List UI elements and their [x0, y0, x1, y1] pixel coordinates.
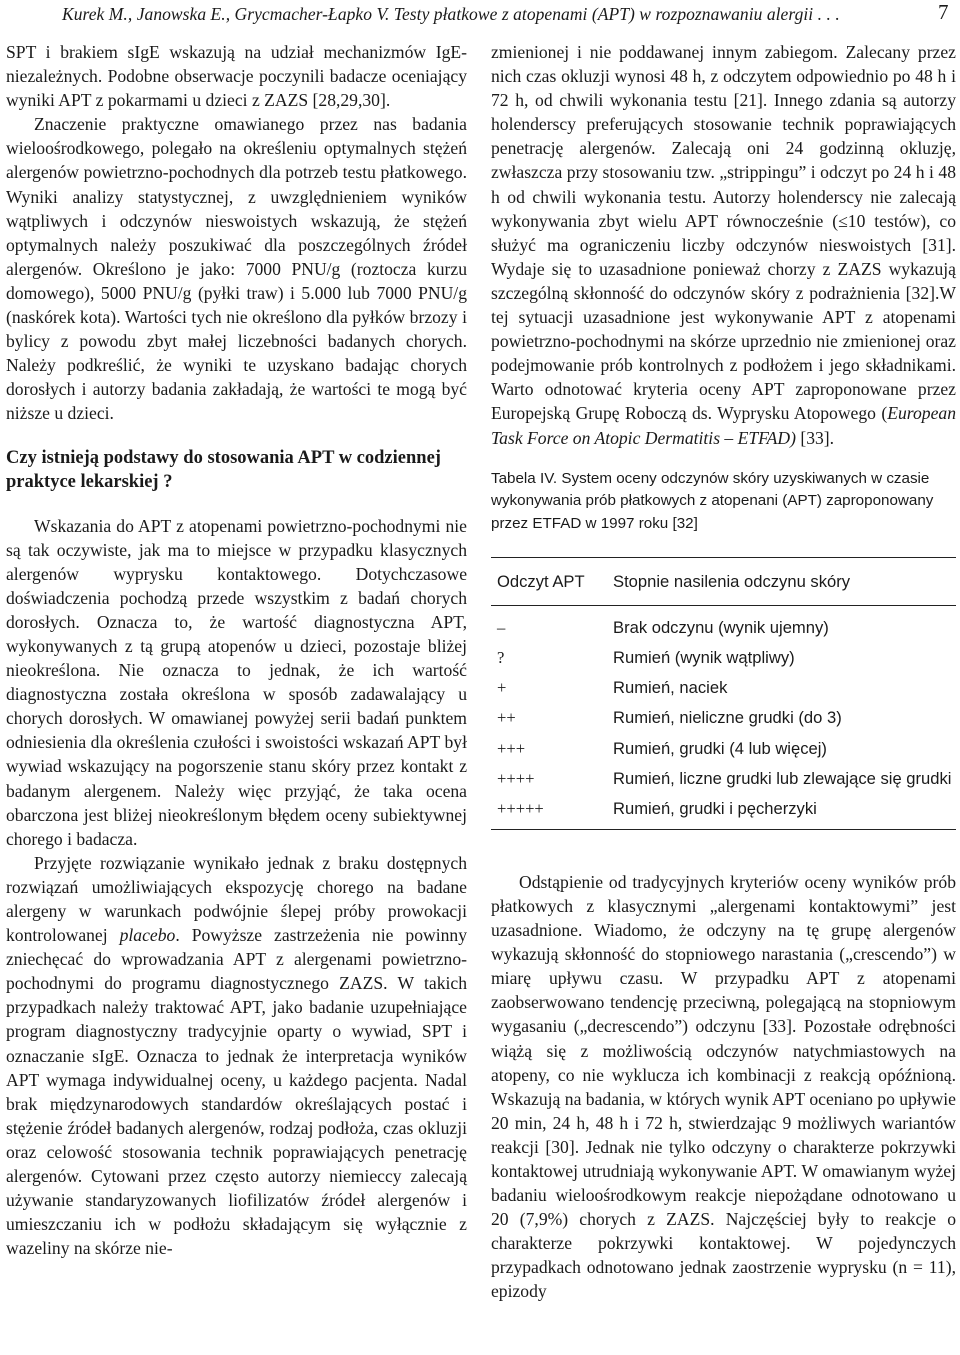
table-row	[491, 734, 956, 764]
table-header-row	[491, 558, 956, 606]
paragraph: Wskazania do APT z atopenami powietrzno-pochodnymi nie są tak oczywiste, jak ma to miejsce w przypadku klasycznych alergenów wyprysku kontaktowego. Dotychczasowe doświadczenia pochodzą przede wszystkim z badań chorych dorosłych. Oznacza to, że wartość diagnostyczna APT, wykonywanych z tą grupą atopenów u dzieci, pozostaje bliżej nieokreślona. Nie oznacza to jednak, że ich wartość diagnostyczna została określona w sposób zadawalający u chorych dorosłych. W omawianej powyżej serii badań punktem odniesienia dla określenia czułości i swoistości wskazań APT był wywiad wskazujący na pogorszenie stanu skóry przez kontakt z badanym alergenem. Należy więc przyjąć, że taka ocena obarczona jest bliżej nieokreślonym błędem oceny subiektywnej chorego i badacza.	[6, 515, 467, 849]
table-row	[491, 764, 956, 794]
page-number: 7	[938, 0, 949, 24]
reading-cell: +++	[497, 738, 526, 758]
reading-cell: –	[497, 618, 506, 638]
table-row	[491, 794, 956, 830]
italic-term: placebo	[119, 925, 176, 946]
left-column	[6, 40, 467, 1260]
column-header: Odczyt APT	[491, 558, 607, 606]
text-run: zmienionej i nie poddawanej innym zabiegom. Zalecany przez nich czas okluzji wynosi 48 h, z odczytem odpowiednio po 48 h i 72 h, od chwili wykonania testu [21]. Innego zdania są autorzy holenderscy preferujących stosowanie technik poprawiających penetrację alergenów. Zalecają oni 24 godzinną okluzję, zwłaszcza przy stosowaniu tzw. „strippingu” i odczyt po 24 h i 48 h od chwili wykonania testu. Autorzy holenderscy nie zalecają wykonywania zbyt wielu APT równocześnie (≤10 testów), co służyć ma ograniczeniu liczby odczynów nieswoistych [31]. Wydaje się to uzasadnione ponieważ chorzy z ZAZS wykazują szczególną skłonność do odczynów skóry z podrażnienia [32].W tej sytuacji uzasadnione jest wykonywanie APT z atopenami powietrzno-pochodnymi na skórze uprzednio nie zmienionej oraz podejmowanie prób kontrolnych z podłożem i jego składnikami. Warto odnotować kryteria oceny APT zaproponowane przez Europejską Grupę Roboczą ds. Wyprysku Atopowego (	[491, 42, 956, 424]
reading-cell: ++	[497, 708, 516, 728]
severity-cell: Rumień, naciek	[613, 678, 728, 698]
severity-cell: Brak odczynu (wynik ujemny)	[613, 618, 829, 638]
table-caption: Tabela IV. System oceny odczynów skóry uzyskiwanych w czasie wykonywania prób płatkowych z atopenani (APT) zaproponowany przez ETFAD w 1997 roku [32]	[491, 469, 934, 532]
severity-cell: Rumień, grudki i pęcherzyki	[607, 794, 956, 830]
paragraph: Odstąpienie od tradycyjnych kryteriów oceny wyników prób płatkowych z klasycznymi „alergenami kontaktowymi” jest uzasadnione. Wiadomo, że odczyny na tę grupę alergenów wykazują skłonność do stopniowego narastania („crescendo”) w miarę upływu czasu. W przypadku APT z atopenami zaobserwowano tendencję przeciwną, polegającą na stopniowym wygasaniu („decrescendo”) odczynu [33]. Pozostałe odrębności wiążą się z możliwością odczynów natychmiastowych na atopeny, co nie wyklucza ich kombinacji z reakcją opóźnioną. Wskazują na badania, w których wynik APT oceniano po upływie 20 min, 24 h, 48 h i 72 h, stwierdzając 9 możliwych wariantów reakcji [30]. Jednak nie tylko odczyny o charakterze pokrzywki kontaktowej utrudniają wykonywanie APT. W omawianym wyżej badaniu wieloośrodkowym reakcje niepożądane odnotowano u 20 (7,9%) chorych z ZAZS. Najczęściej były to reakcje o charakterze pokrzywki kontaktowej. W pojedynczych przypadkach odnotowano jednak zaostrzenie wyprysku (n = 11), epizody	[491, 871, 956, 1302]
reading-cell: ?	[497, 648, 505, 668]
section-heading: Czy istnieją podstawy do stosowania APT w codziennej praktyce lekarskiej ?	[6, 447, 441, 492]
text-run: Przyjęte rozwiązanie wynikało jednak z braku dostępnych rozwiązań umożliwiających ekspozycję chorego na badane alergeny w warunkach podwójnie ślepej próby prowokacji kontrolowanej	[6, 852, 467, 946]
reading-cell: +	[497, 678, 507, 698]
severity-cell: Rumień, nieliczne grudki (do 3)	[613, 708, 842, 728]
paragraph	[491, 40, 956, 450]
table-row	[491, 673, 956, 703]
severity-cell: Rumień, grudki (4 lub więcej)	[613, 738, 827, 758]
running-title: Kurek M., Janowska E., Grycmacher-Łapko V. Testy płatkowe z atopenami (APT) w rozpoznawaniu alergii . . .	[62, 4, 840, 24]
page-header	[0, 0, 960, 36]
severity-cell: Rumień, liczne grudki lub zlewające się grudki	[613, 768, 952, 788]
severity-cell: Rumień (wynik wątpliwy)	[613, 648, 795, 668]
text-run: . Powyższe zastrzeżenia nie powinny zniechęcać do wprowadzania APT z alergenami powietrzno-pochodnymi do programu diagnostycznego ZAZS. W takich przypadkach należy traktować APT, jako badanie uzupełniające program diagnostyczny tradycyjnie oparty o wywiad, SPT i oznaczanie sIgE. Oznacza to jednak że interpretacja wyników APT wymaga indywidualnej oceny, u każdego pacjenta. Nadal brak międzynarodowych standardów określających postać i stężenie źródeł badanych alergenów, rodzaj podłoża, czas okluzji oraz celowość stosowania technik poprawiających penetrację alergenów. Cytowani przez często autorzy niemieccy zalecają używanie standaryzowanych liofilizatów źródeł alergenów i umieszczaniu ich w podłożu składającym się wyłącznie z wazeliny na skórze nie-	[6, 925, 467, 1259]
paragraph: Znaczenie praktyczne omawianego przez nas badania wieloośrodkowego, polegało na określeniu optymalnych stężeń alergenów powietrzno-pochodnych dla potrzeb testu płatkowego. Wyniki analizy statystycznej, z uwzględnieniem wyników wątpliwych i odczynów nieswoistych wskazują, że stężeń optymalnych należy poszukiwać dla poszczególnych źródeł alergenów. Określono je jako: 7000 PNU/g (roztocza kurzu domowego), 5000 PNU/g (pyłki traw) i 5.000 lub 7000 PNU/g (naskórek kota). Wartości tych nie określono dla pyłków brzozy i bylicy z powodu zbyt małej liczebności badanych chorych. Należy podkreślić, że wyniki te uzyskano badając chorych dorosłych i autorzy badania zakładają, że wartości te mogą być niższe u dzieci.	[6, 114, 467, 424]
table-row	[491, 606, 956, 644]
table-row	[491, 643, 956, 673]
table-row	[491, 703, 956, 733]
italic-term: European Task Force on Atopic Dermatitis – ETFAD)	[491, 403, 956, 448]
column-header: Stopnie nasilenia odczynu skóry	[607, 558, 956, 606]
text-run: [33].	[795, 427, 835, 448]
paragraph: SPT i brakiem sIgE wskazują na udział mechanizmów IgE-niezależnych. Podobne obserwacje poczynili badacze oceniający wyniki APT z pokarmami u dzieci z ZAZS [28,29,30].	[6, 42, 467, 111]
apt-grading-table	[491, 557, 956, 830]
paragraph	[6, 851, 467, 1261]
right-column	[491, 40, 956, 1304]
reading-cell: +++++	[491, 794, 607, 830]
reading-cell: ++++	[497, 768, 535, 788]
